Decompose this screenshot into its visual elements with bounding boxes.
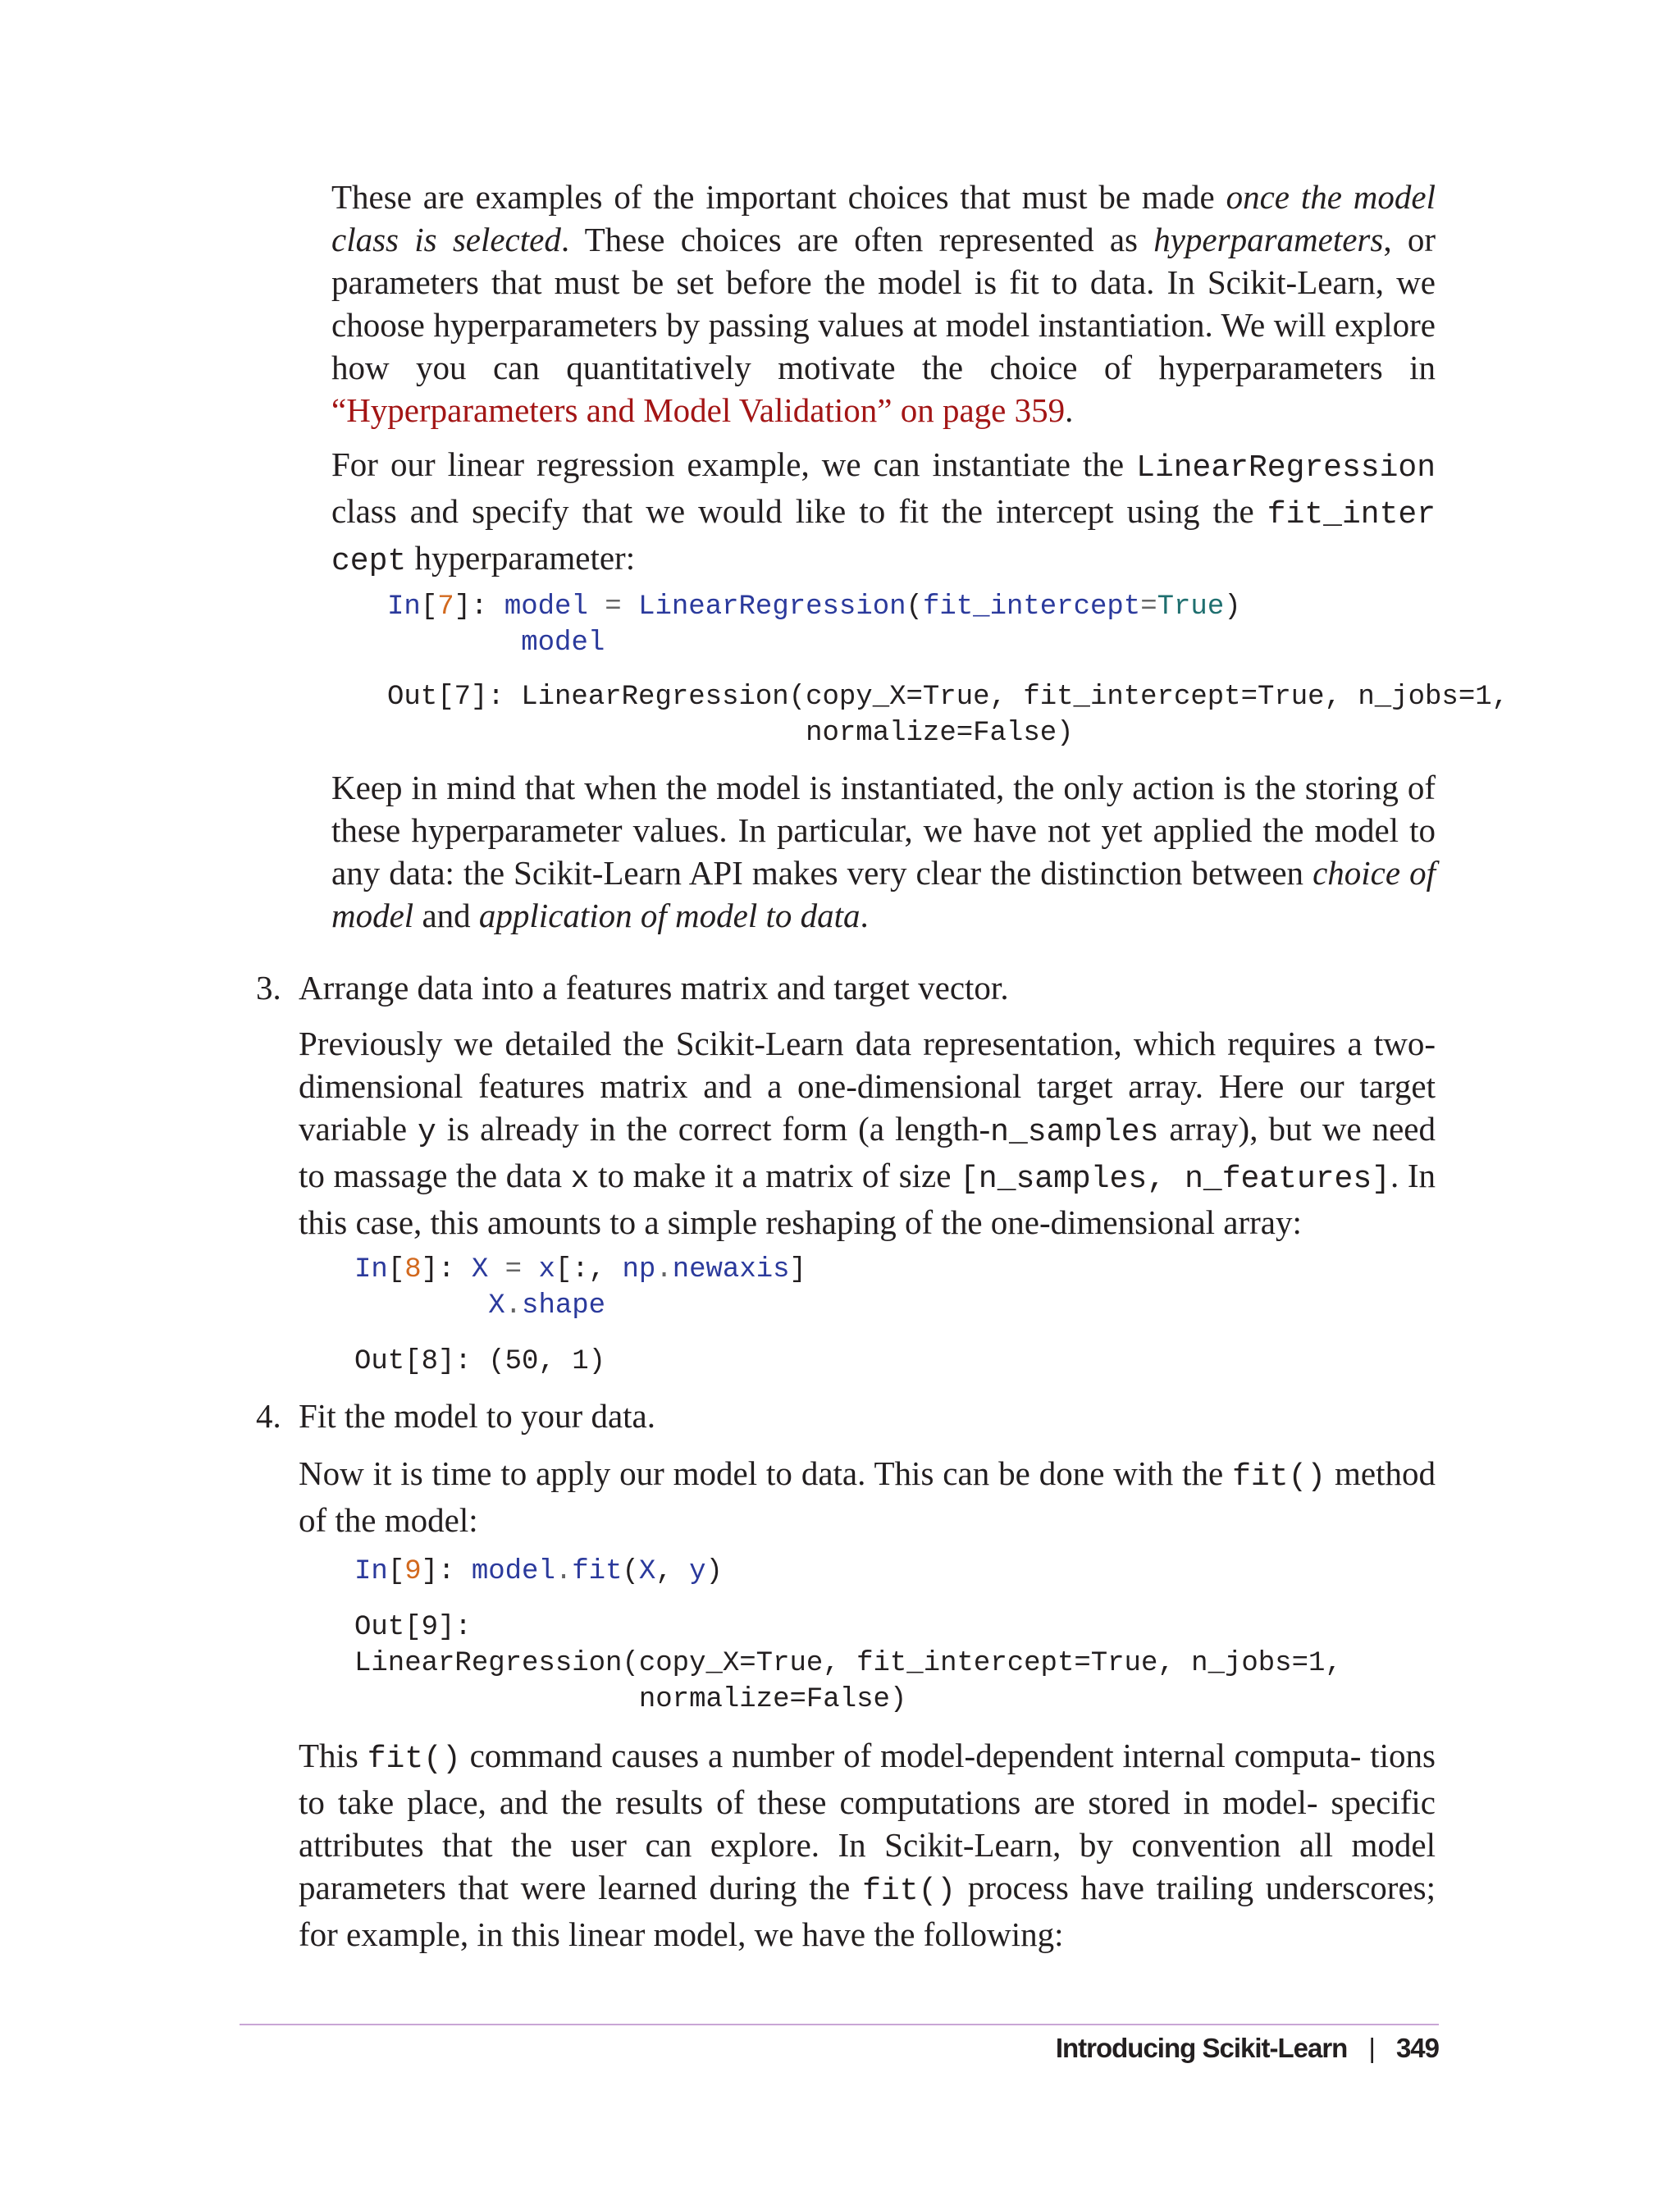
footer-divider <box>240 2024 1439 2025</box>
paragraph-arrange-data: Previously we detailed the Scikit-Learn data representation, which requires a two-dimensional features matrix and a one-dimensional target array. Here our target variable y is already in the correct form (a length-n_samples array), but we need to massage the data x to make it a matrix of size [n_samples, n_features]. In this case, this amounts to a simple reshaping of the one-dimensional array: <box>299 1025 1436 1241</box>
emphasis: hyperparameters <box>1153 221 1384 258</box>
code-output-9: Out[9]: LinearRegression(copy_X=True, fit_intercept=True, n_jobs=1, normalize=False) <box>354 1612 1342 1715</box>
list-item-title-3: Arrange data into a features matrix and target vector. <box>299 969 1009 1007</box>
emphasis: application of model to data <box>478 897 861 934</box>
code-output-8: Out[8]: (50, 1) <box>354 1346 606 1377</box>
inline-code: LinearRegression <box>1136 450 1436 486</box>
inline-code: [n_samples, n_features] <box>960 1162 1390 1197</box>
paragraph-linear-regression-example: For our linear regression example, we can instantiate the LinearRegression class and specify that we would like to fit the intercept using the fit_inter cept hyperparameter: <box>331 445 1436 579</box>
page-number: 349 <box>1395 2033 1439 2063</box>
list-number-4: 4. <box>256 1397 281 1435</box>
code-cell-in-7: In[7]: model = LinearRegression(fit_intercept=True) model <box>387 591 1241 659</box>
running-head: Introducing Scikit-Learn <box>1055 2033 1348 2063</box>
page-footer <box>1056 2028 1439 2069</box>
paragraph-fit-model: Now it is time to apply our model to data. This can be done with the fit() method of the model: <box>299 1454 1436 1539</box>
list-number-3: 3. <box>256 969 281 1007</box>
footer-separator: | <box>1368 2033 1375 2063</box>
code-cell-in-9: In[9]: model.fit(X, y) <box>354 1556 723 1587</box>
paragraph-fit-command: This fit() command causes a number of model-dependent internal computa- tions to take place, and the results of these computations are stored in model- specific attributes that the user can explore. In Scikit-Learn, by convention all model parameters that were learned during the fit() process have trailing underscores; for example, in this linear model, we have the following: <box>299 1737 1436 1953</box>
inline-code: x <box>570 1162 590 1197</box>
inline-code: n_samples <box>990 1115 1159 1150</box>
cross-reference-link[interactable]: “Hyperparameters and Model Validation” on page 359 <box>331 391 1066 429</box>
paragraph-instantiation-note: Keep in mind that when the model is instantiated, the only action is the storing of these hyperparameter values. In particular, we have not yet applied the model to any data: the Scikit-Learn API makes very clear the distinction between choice of model and application of model to data. <box>331 769 1436 934</box>
inline-code: fit() <box>1232 1459 1326 1495</box>
inline-code: y <box>418 1115 436 1150</box>
code-output-7: Out[7]: LinearRegression(copy_X=True, fit_intercept=True, n_jobs=1, normalize=False) <box>387 682 1509 749</box>
inline-code: fit() <box>367 1742 461 1777</box>
list-item-title-4: Fit the model to your data. <box>299 1397 655 1435</box>
code-cell-in-8: In[8]: X = x[:, np.newaxis] X.shape <box>354 1254 806 1322</box>
inline-code: fit_inter cept <box>331 497 1436 579</box>
inline-code: fit() <box>862 1874 956 1909</box>
emphasis: choice of model <box>331 854 1436 934</box>
emphasis: once the model class is selected <box>331 178 1436 258</box>
paragraph-hyperparameters-intro: These are examples of the important choices that must be made once the model class is selected. These choices are often represented as hyperparameters, or parameters that must be set before the model is fit to data. In Scikit-Learn, we choose hyperparameters by passing values at model instantiation. We will explore how you can quantitatively motivate the choice of hyperparameters in “Hyperparameters and Model Validation” on page 359. <box>331 178 1436 429</box>
